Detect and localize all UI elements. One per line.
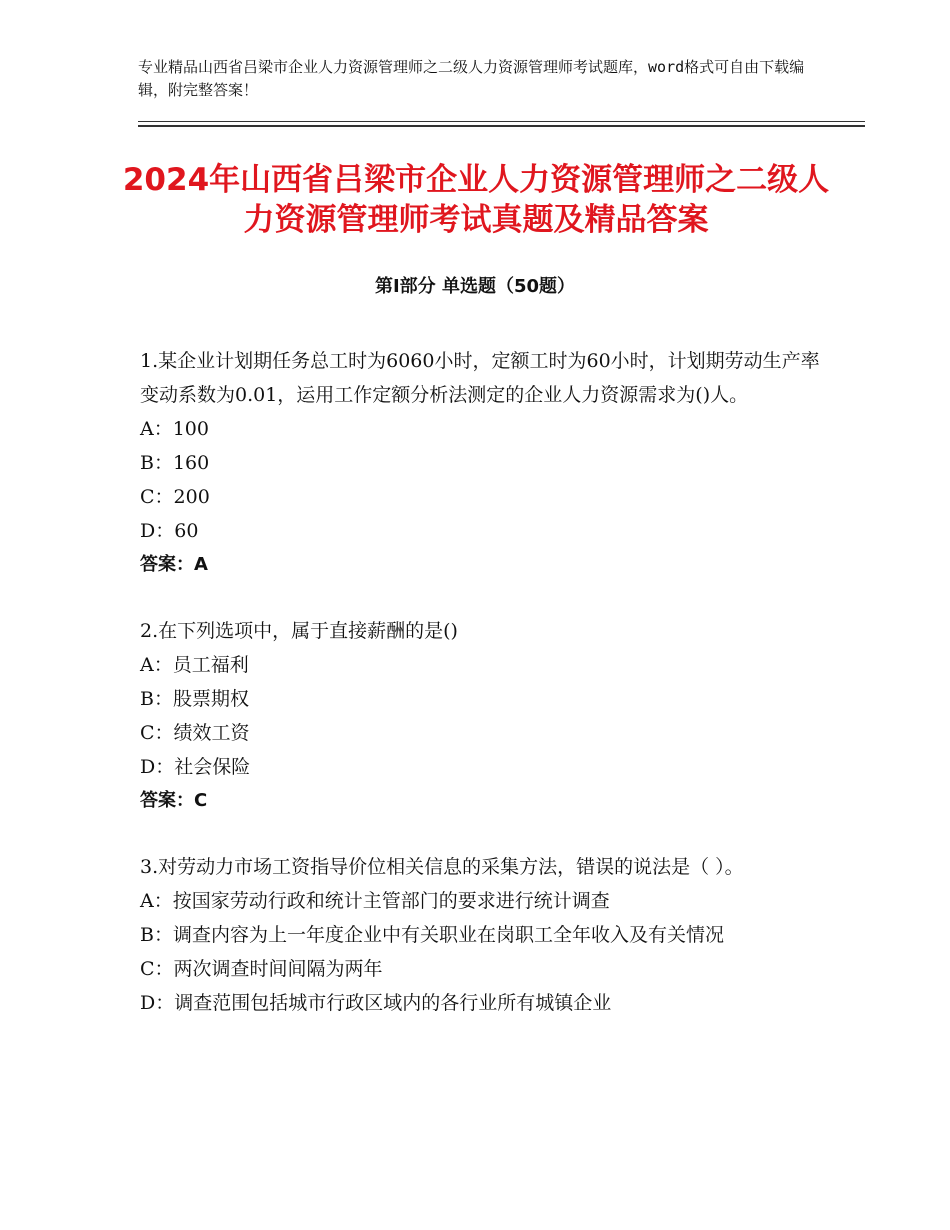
- option-a: A：员工福利: [140, 654, 249, 676]
- option-b: B：股票期权: [140, 688, 249, 710]
- question-2: [140, 614, 820, 818]
- answer-line: [140, 548, 820, 582]
- option-c: C：200: [140, 486, 210, 508]
- question-text: 2.在下列选项中，属于直接薪酬的是(): [140, 620, 458, 642]
- option-d: D：社会保险: [140, 756, 251, 778]
- option-a: A：100: [140, 418, 209, 440]
- option-d: D：调查范围包括城市行政区域内的各行业所有城镇企业: [140, 992, 612, 1014]
- answer-line: [140, 784, 820, 818]
- section-heading: 第Ⅰ部分 单选题（50题）: [374, 276, 575, 297]
- option-c: C：两次调查时间间隔为两年: [140, 958, 383, 980]
- option-a: A：按国家劳动行政和统计主管部门的要求进行统计调查: [140, 890, 610, 912]
- option-b: B：调查内容为上一年度企业中有关职业在岗职工全年收入及有关情况: [140, 924, 724, 946]
- header-divider: [138, 121, 865, 122]
- question-text: 1.某企业计划期任务总工时为6060小时，定额工时为60小时，计划期劳动生产率变动系数为0.01，运用工作定额分析法测定的企业人力资源需求为()人。: [140, 350, 820, 406]
- question-1: [140, 344, 820, 582]
- option-c: C：绩效工资: [140, 722, 250, 744]
- answer-value: A: [194, 554, 208, 575]
- question-list: [140, 344, 820, 1052]
- option-b: B：160: [140, 452, 210, 474]
- answer-label: 答案：: [140, 554, 194, 575]
- answer-value: C: [194, 790, 208, 811]
- question-3: [140, 850, 820, 1020]
- page-title: 2024年山西省吕梁市企业人力资源管理师之二级人力资源管理师考试真题及精品答案: [122, 162, 830, 238]
- header-note: 专业精品山西省吕梁市企业人力资源管理师之二级人力资源管理师考试题库，word格式可自由下载编辑，附完整答案！: [138, 58, 805, 99]
- header-divider-thick: [138, 125, 865, 127]
- question-text: 3.对劳动力市场工资指导价位相关信息的采集方法，错误的说法是（ ）。: [140, 856, 744, 878]
- option-d: D：60: [140, 520, 199, 542]
- answer-label: 答案：: [140, 790, 194, 811]
